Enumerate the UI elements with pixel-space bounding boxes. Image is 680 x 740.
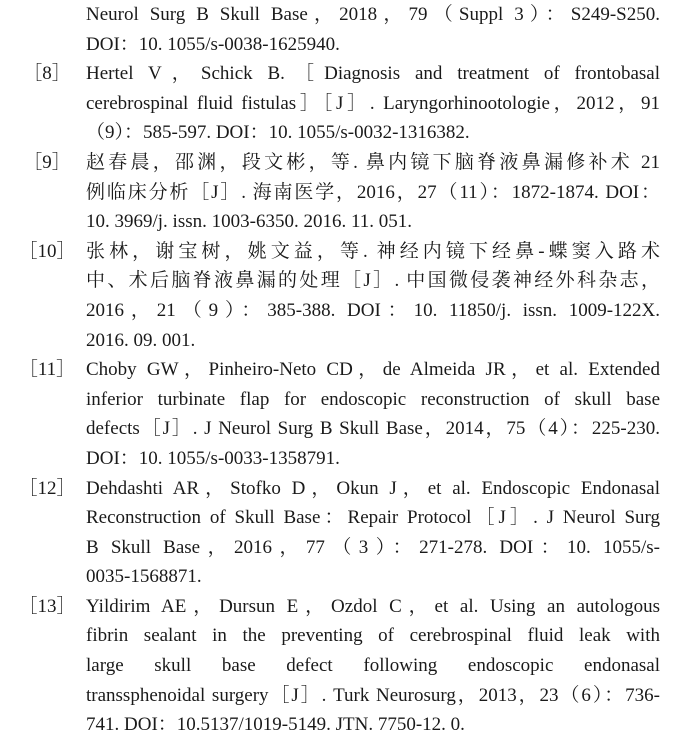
reference-number: ［13］ (18, 595, 76, 617)
reference-text-line: large skull base defect following endoscopic endonasal (86, 655, 660, 677)
reference-text-line: Hertel V，Schick B.［Diagnosis and treatment of frontobasal (86, 63, 660, 85)
reference-text-line: 中、术后脑脊液鼻漏的处理［J］. 中国微侵袭神经外科杂志， (86, 270, 660, 292)
reference-entry (0, 59, 680, 148)
reference-text-line: inferior turbinate flap for endoscopic reconstruction of skull base (86, 388, 660, 410)
reference-number: ［10］ (18, 240, 76, 262)
reference-number: ［9］ (23, 151, 71, 173)
reference-entry (0, 148, 680, 237)
reference-text-line: defects［J］. J Neurol Surg B Skull Base，2014，75（4）：225-230. (86, 418, 660, 440)
reference-number: ［11］ (18, 359, 76, 381)
reference-text-line: Neurol Surg B Skull Base，2018，79（Suppl 3）：S249-S250. (86, 4, 660, 25)
reference-text-line: DOI：10. 1055/s-0033-1358791. (86, 447, 340, 469)
reference-text-line: transsphenoidal surgery［J］. Turk Neurosurg，2013，23（6）：736- (86, 684, 660, 706)
reference-entry (0, 355, 680, 473)
reference-text-line: 张林，谢宝树，姚文益，等. 神经内镜下经鼻-蝶窦入路术 (86, 240, 660, 262)
reference-text-line: 10. 3969/j. issn. 1003-6350. 2016. 11. 051. (86, 211, 412, 233)
reference-text-line: 741. DOI：10.5137/1019-5149. JTN. 7750-12. 0. (86, 714, 465, 736)
reference-text-line: 例临床分析［J］. 海南医学，2016，27（11）：1872-1874. DOI： (86, 181, 660, 203)
reference-text-line: Yildirim AE，Dursun E，Ozdol C，et al. Using an autologous (86, 595, 660, 617)
reference-number: ［12］ (18, 477, 76, 499)
reference-text-line: 2016. 09. 001. (86, 329, 196, 351)
reference-text-line: cerebrospinal fluid fistulas］［J］. Laryngorhinootologie，2012，91 (86, 92, 660, 114)
reference-text-line: Reconstruction of Skull Base：Repair Protocol［J］. J Neurol Surg (86, 507, 660, 529)
reference-text-line: B Skull Base，2016，77（3）：271-278. DOI：10. 1055/s- (86, 536, 660, 558)
reference-text-line: fibrin sealant in the preventing of cerebrospinal fluid leak with (86, 625, 660, 647)
reference-text-line: （9）：585-597. DOI：10. 1055/s-0032-1316382. (86, 122, 470, 144)
reference-entry (0, 474, 680, 592)
reference-text-line: 0035-1568871. (86, 566, 202, 588)
reference-text-line: 赵春晨，邵渊，段文彬，等. 鼻内镜下脑脊液鼻漏修补术 21 (86, 151, 660, 173)
reference-text-line: Choby GW，Pinheiro-Neto CD，de Almeida JR，et al. Extended (86, 359, 660, 381)
reference-entry (0, 0, 680, 59)
reference-text-line: Dehdashti AR，Stofko D，Okun J，et al. Endoscopic Endonasal (86, 477, 660, 499)
reference-entry (0, 592, 680, 740)
reference-number: ［8］ (23, 63, 71, 85)
reference-text-line: DOI：10. 1055/s-0038-1625940. (86, 33, 340, 55)
reference-entry (0, 237, 680, 355)
reference-text-line: 2016，21（9）：385-388. DOI：10. 11850/j. issn. 1009-122X. (86, 299, 660, 321)
